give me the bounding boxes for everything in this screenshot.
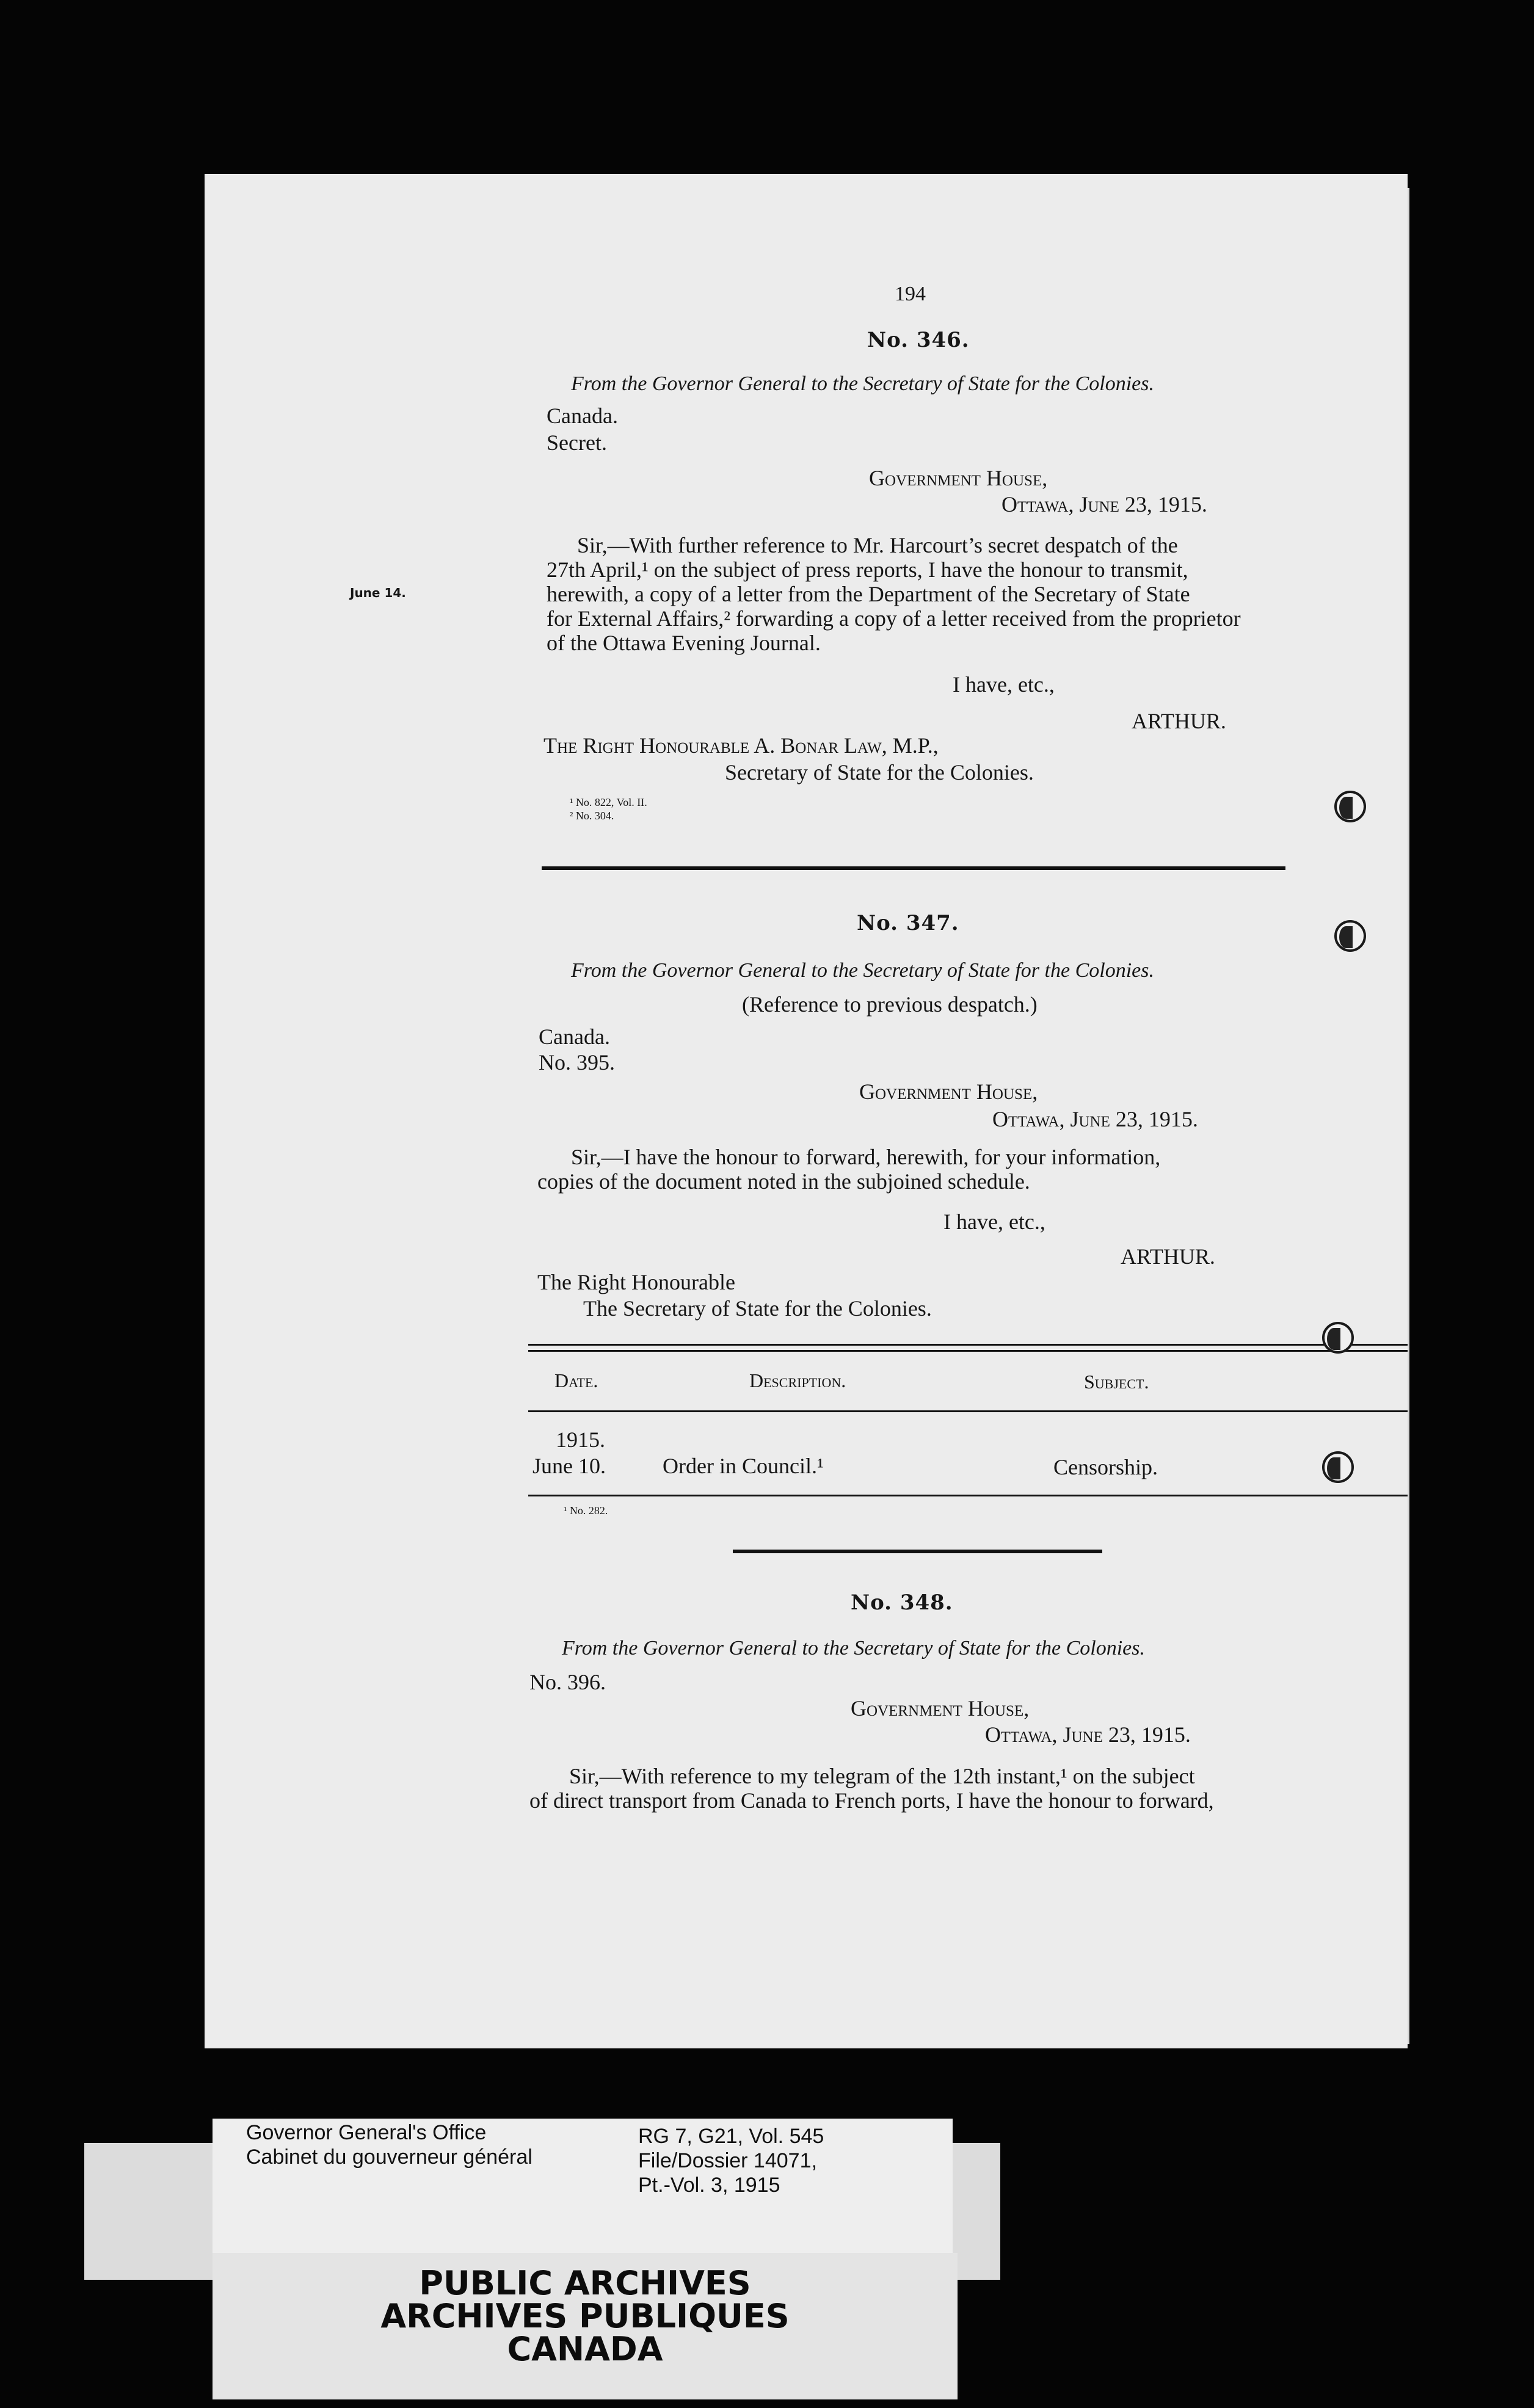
doc-346-body [547,533,1408,655]
table-cell-description: Order in Council.¹ [663,1454,824,1478]
label-ref-line1: RG 7, G21, Vol. 545 [638,2125,824,2148]
stamp-line3: CANADA [507,2330,663,2368]
table-top-rule-inner [528,1350,1408,1352]
doc-348-address-line1: Government House, [851,1696,1030,1721]
table-cell-date: June 10. [533,1454,606,1478]
doc-346-heading: No. 346. [867,328,970,352]
table-top-rule [528,1344,1408,1346]
section-divider [733,1550,1102,1553]
binder-hole [1322,1322,1354,1354]
stamp-line1: PUBLIC ARCHIVES [419,2264,751,2302]
table-year: 1915. [556,1427,605,1452]
table-header-subject: Subject. [1084,1371,1149,1393]
doc-346-body-line: for External Affairs,² forwarding a copy of a letter received from the proprietor [547,606,1241,631]
doc-348-heading: No. 348. [851,1590,953,1615]
doc-347-from-line: From the Governor General to the Secretary of State for the Colonies. [571,959,1154,982]
label-ref-line2: File/Dossier 14071, [638,2149,817,2172]
doc-346-address-line2: Ottawa, June 23, 1915. [1001,492,1207,517]
doc-347-footnote1: ¹ No. 282. [564,1504,608,1517]
doc-348-body-line: of direct transport from Canada to French ports, I have the honour to forward, [529,1788,1214,1813]
doc-346-footnote1: ¹ No. 822, Vol. II. [570,796,647,808]
doc-347-number: No. 395. [539,1050,615,1075]
binder-hole [1334,920,1366,952]
table-header-date: Date. [554,1369,598,1391]
doc-346-closing: I have, etc., [953,672,1055,697]
doc-347-address-line1: Government House, [859,1079,1038,1104]
doc-346-signature: ARTHUR. [1132,709,1226,733]
doc-346-footnote2: ² No. 304. [570,810,614,822]
doc-346-address-line1: Government House, [869,466,1048,490]
table-header-description: Description. [749,1369,846,1391]
doc-347-heading: No. 347. [857,911,959,935]
doc-347-address-line2: Ottawa, June 23, 1915. [992,1107,1198,1131]
doc-346-margin-date: June 14. [350,586,406,600]
table-bottom-rule [528,1495,1408,1496]
doc-346-body-line: of the Ottawa Evening Journal. [547,631,821,655]
doc-347-closing: I have, etc., [943,1209,1045,1234]
doc-346-recipient-line1: The Right Honourable A. Bonar Law, M.P., [543,733,939,758]
doc-347-place: Canada. [539,1024,610,1049]
section-divider [542,866,1285,870]
doc-346-body-line: 27th April,¹ on the subject of press reports, I have the honour to transmit, [547,557,1188,582]
doc-347-body-line: copies of the document noted in the subjoined schedule. [537,1169,1030,1194]
doc-348-from-line: From the Governor General to the Secretary of State for the Colonies. [562,1637,1145,1659]
binder-hole [1334,791,1366,822]
doc-347-body-line: Sir,—I have the honour to forward, herewith, for your information, [571,1145,1161,1169]
doc-347-recipient-line2: The Secretary of State for the Colonies. [583,1296,932,1321]
page-number: 194 [895,283,926,305]
doc-348-body-line: Sir,—With reference to my telegram of the 12th instant,¹ on the subject [569,1764,1195,1788]
doc-346-place: Canada. [547,404,618,428]
doc-347-body [537,1145,1408,1194]
doc-346-classification: Secret. [547,430,607,455]
doc-347-signature: ARTHUR. [1121,1244,1215,1269]
doc-348-address-line2: Ottawa, June 23, 1915. [985,1722,1191,1747]
table-header-rule [528,1410,1408,1412]
document-page [205,174,1408,2048]
doc-347-reference: (Reference to previous despatch.) [742,992,1038,1017]
doc-348-number: No. 396. [529,1670,606,1694]
label-office-fr: Cabinet du gouverneur général [246,2145,533,2169]
doc-347-recipient-line1: The Right Honourable [537,1270,735,1294]
label-ref-line3: Pt.-Vol. 3, 1915 [638,2174,780,2197]
binder-hole [1322,1451,1354,1483]
doc-346-recipient-line2: Secretary of State for the Colonies. [725,760,1034,785]
stamp-line2: ARCHIVES PUBLIQUES [380,2297,790,2335]
table-cell-subject: Censorship. [1053,1455,1158,1479]
doc-348-body [529,1764,1408,1813]
label-office-en: Governor General's Office [246,2121,487,2144]
doc-346-body-line: herewith, a copy of a letter from the Department of the Secretary of State [547,582,1190,606]
doc-346-from-line: From the Governor General to the Secretary of State for the Colonies. [571,372,1154,395]
doc-346-body-line: Sir,—With further reference to Mr. Harcourt’s secret despatch of the [577,533,1178,557]
